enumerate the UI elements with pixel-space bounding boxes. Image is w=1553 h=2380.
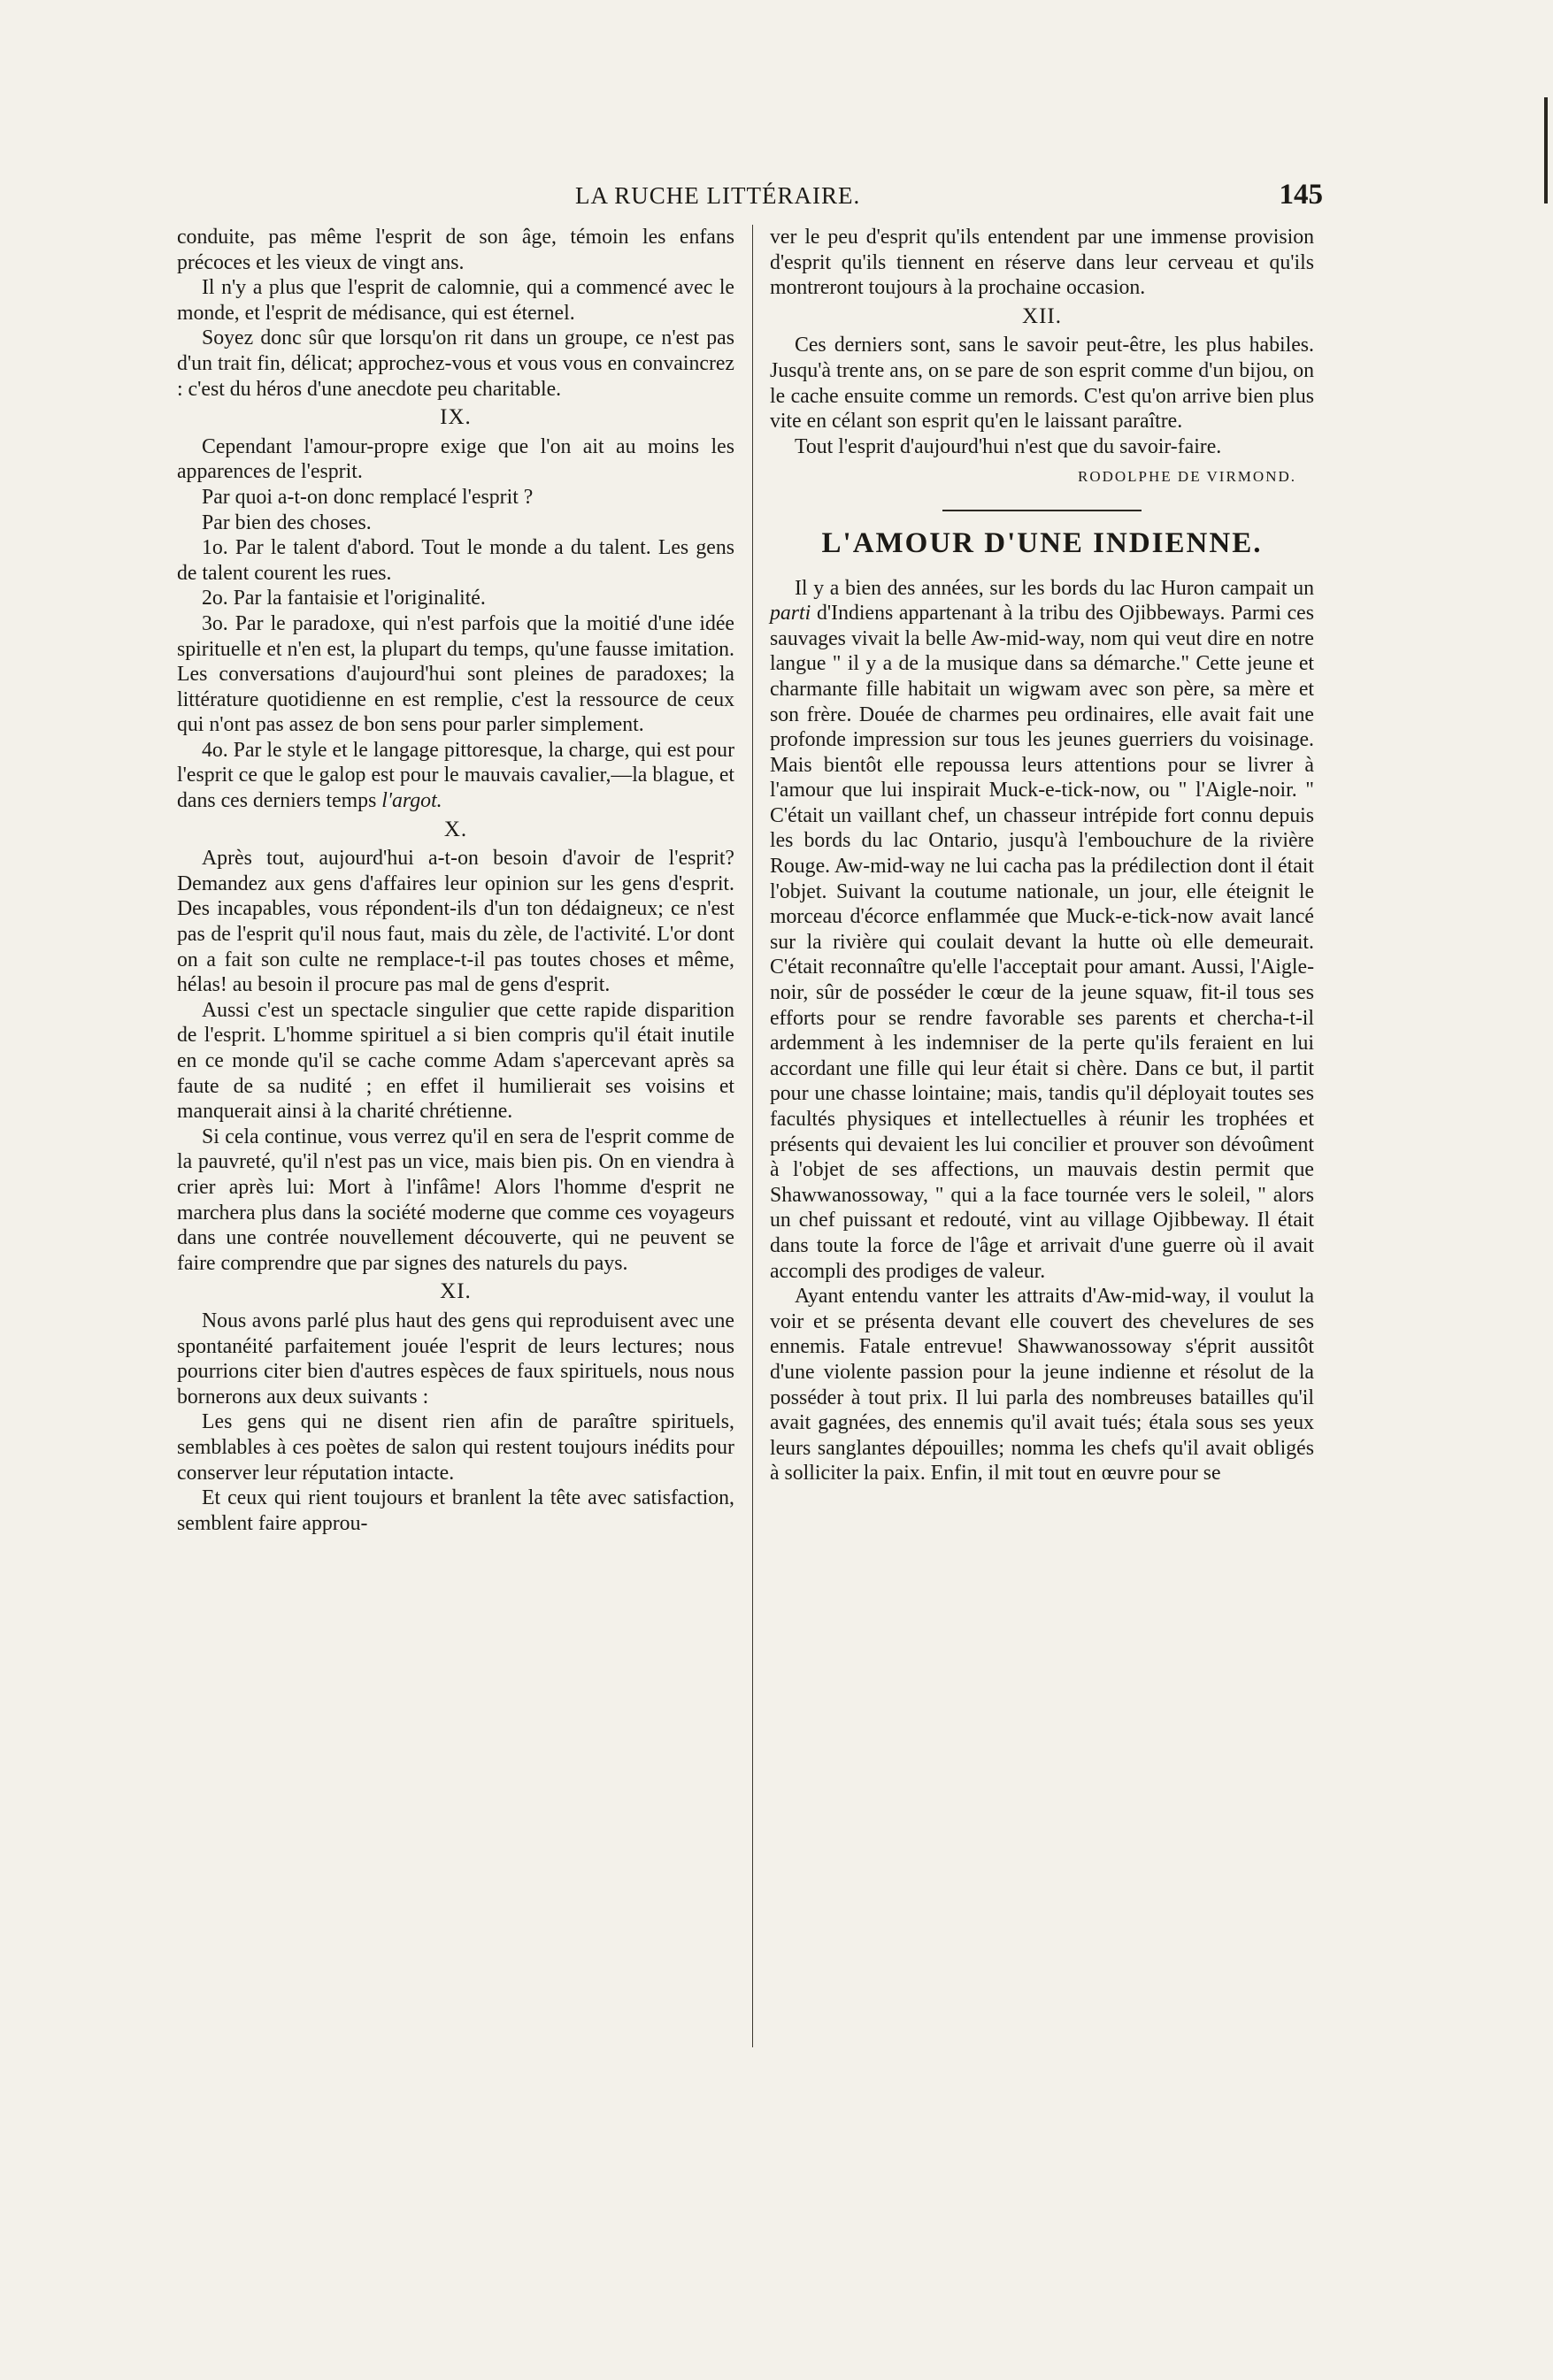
paragraph-text: d'Indiens appartenant à la tribu des Ojibbeways. Parmi ces sauvages vivait la belle Aw-mid-way, nom qui veut dire en notre langue " il y a de la musique dans sa démarche." Cette jeune et charmante fille habitait un wigwam avec son père, sa mère et son frère. Douée de charmes peu ordinaires, elle avait fait une profonde impression sur tous les jeunes guerriers du voisinage. Mais bientôt elle repoussa leurs attentions pour se livrer à l'amour que lui inspirait Muck-e-tick-now, ou " l'Aigle-noir. " C'était un vaillant chef, un chasseur intrépide fort connu depuis les bords du lac Ontario, jusqu'à l'embouchure de la rivière Rouge. Aw-mid-way ne lui cacha pas la prédilection dont il était l'objet. Suivant la coutume nationale, un jour, elle éteignit le morceau d'écorce enflammée que Muck-e-tick-now avait lancé sur la rivière qui coulait devant la hutte où elle demeurait. C'était reconnaître qu'elle l'acceptait pour amant. Aussi, l'Aigle-noir, sûr de posséder le cœur de la jeune squaw, fit-il tous ses efforts pour se rendre favorable ses parents et chercha-t-il ardemment à les indemniser de la perte qu'ils feraient en lui accordant une fille qui leur était si chère. Dans ce but, il partit pour une chasse lointaine; mais, tandis qu'il déployait toutes ses facultés physiques et intellectuelles à réunir les trophées et présents qui devaient les lui concilier et prouver son dévoûment à l'objet de ses affections, un mauvais destin permit que Shawwanossoway, " qui a la face tournée vers le soleil, " alors un chef puissant et redouté, vint au village Ojibbeway. Il était dans toute la force de l'âge et arrivait d'une guerre où il avait accompli des prodiges de valeur. [770,602,1315,1283]
italic-word: parti [770,602,811,626]
paragraph: Après tout, aujourd'hui a-t-on besoin d'avoir de l'esprit? Demandez aux gens d'affaires leur opinion sur les gens d'esprit. Des incapables, vous répondent-ils d'un ton dédaigneux; ce n'est pas de l'esprit qu'il nous faut, mais du zèle, de l'activité. L'or dont on a fait son culte ne remplace-t-il pas toutes choses et même, hélas! au besoin il procure pas mal de gens d'esprit. [177,847,734,997]
page-edge-mark [1544,97,1548,203]
paragraph: 3o. Par le paradoxe, qui n'est parfois que la moitié d'une idée spirituelle et n'en est, la plupart du temps, qu'une fausse imitation. Les conversations d'aujourd'hui sont pleines de paradoxes; la littérature quotidienne en est remplie, c'est la ressource de ceux qui n'ont pas assez de bon sens pour parler simplement. [177,611,734,737]
paragraph: Par bien des choses. [202,511,372,534]
section-heading-xii: XII. [1022,303,1062,328]
article-title: L'AMOUR D'UNE INDIENNE. [821,526,1263,559]
italic-word: l'argot. [381,789,442,813]
paragraph: Tout l'esprit d'aujourd'hui n'est que du savoir-faire. [795,434,1222,458]
paragraph: Ces derniers sont, sans le savoir peut-être, les plus habiles. Jusqu'à trente ans, on se pare de son esprit comme d'un bijou, on le cache ensuite comme un remords. C'est qu'on arrive bien plus vite en célant son esprit qu'en le laissant paraître. [770,334,1314,434]
column-divider [752,225,753,2047]
section-heading-xi: XI. [440,1279,472,1304]
left-column [177,225,734,1536]
page-number: 145 [1279,179,1323,211]
paragraph-text: Il y a bien des années, sur les bords du lac Huron campait un [795,576,1314,600]
paragraph: Il n'y a plus que l'esprit de calomnie, qui a commencé avec le monde, et l'esprit de médisance, qui est éternel. [177,276,734,325]
section-heading-ix: IX. [440,405,472,430]
paragraph [177,738,734,814]
paragraph: Par quoi a-t-on donc remplacé l'esprit ? [202,485,534,509]
paragraph: Si cela continue, vous verrez qu'il en sera de l'esprit comme de la pauvreté, qu'il n'est pas un vice, mais bien pis. On en viendra à crier après lui: Mort à l'infâme! Alors l'homme d'esprit ne marchera plus dans la société moderne que comme ces voyageurs dans une contrée nouvellement découverte, qui ne peuvent se faire comprendre que par signes des naturels du pays. [177,1125,734,1275]
article-separator [942,510,1142,511]
paragraph: Et ceux qui rient toujours et branlent la tête avec satisfaction, semblent faire approu- [177,1486,734,1535]
paragraph: Les gens qui ne disent rien afin de paraître spirituels, semblables à ces poètes de salon qui restent toujours inédits pour conserver leur réputation intacte. [177,1410,734,1485]
paragraph: Ayant entendu vanter les attraits d'Aw-mid-way, il voulut la voir et se présenta devant elle couvert des chevelures de ses ennemis. Fatale entrevue! Shawwanossoway s'éprit aussitôt d'une violente passion pour la jeune indienne et résolut de la posséder à tout prix. Il lui parla des nombreuses batailles qu'il avait gagnées, des ennemis qu'il avait tués; étala sous ses yeux leurs sanglantes dépouilles; nomma les chefs qu'il avait obligés à solliciter la paix. Enfin, il mit tout en œuvre pour se [770,1285,1314,1486]
paragraph: Nous avons parlé plus haut des gens qui reproduisent avec une spontanéité parfaitement jouée l'esprit de leurs lectures; nous pourrions citer bien d'autres espèces de faux spirituels, nous nous bornerons aux deux suivants : [177,1309,734,1409]
section-heading-x: X. [443,817,468,841]
paragraph [770,576,1314,1285]
paragraph: conduite, pas même l'esprit de son âge, témoin les enfans précoces et les vieux de vingt ans. [177,226,734,274]
paragraph: Cependant l'amour-propre exige que l'on ait au moins les apparences de l'esprit. [177,434,734,484]
right-column [770,225,1314,1486]
paragraph-text: 4o. Par le style et le langage pittoresque, la charge, qui est pour l'esprit ce que le galop est pour le mauvais cavalier,—la blague, et dans ces derniers temps [177,738,734,813]
paragraph: ver le peu d'esprit qu'ils entendent par une immense provision d'esprit qu'ils tiennent en réserve dans leur cerveau et qu'ils montreront toujours à la prochaine occasion. [770,226,1314,300]
running-title: LA RUCHE LITTÉRAIRE. [575,182,861,209]
paragraph: Soyez donc sûr que lorsqu'on rit dans un groupe, ce n'est pas d'un trait fin, délicat; approchez-vous et vous vous en convaincrez : c'est du héros d'une anecdote peu charitable. [177,326,734,401]
paragraph: Aussi c'est un spectacle singulier que cette rapide disparition de l'esprit. L'homme spirituel a si bien compris qu'il était inutile en ce monde qu'il se cache comme Adam s'apercevant après sa faute de sa nudité ; en effet il humilierait ses voisins et manquerait ainsi à la charité chrétienne. [177,998,734,1124]
author-signature: RODOLPHE DE VIRMOND. [1078,468,1296,486]
paragraph: 2o. Par la fantaisie et l'originalité. [202,587,486,610]
paragraph: 1o. Par le talent d'abord. Tout le monde a du talent. Les gens de talent courent les rues. [177,536,734,585]
